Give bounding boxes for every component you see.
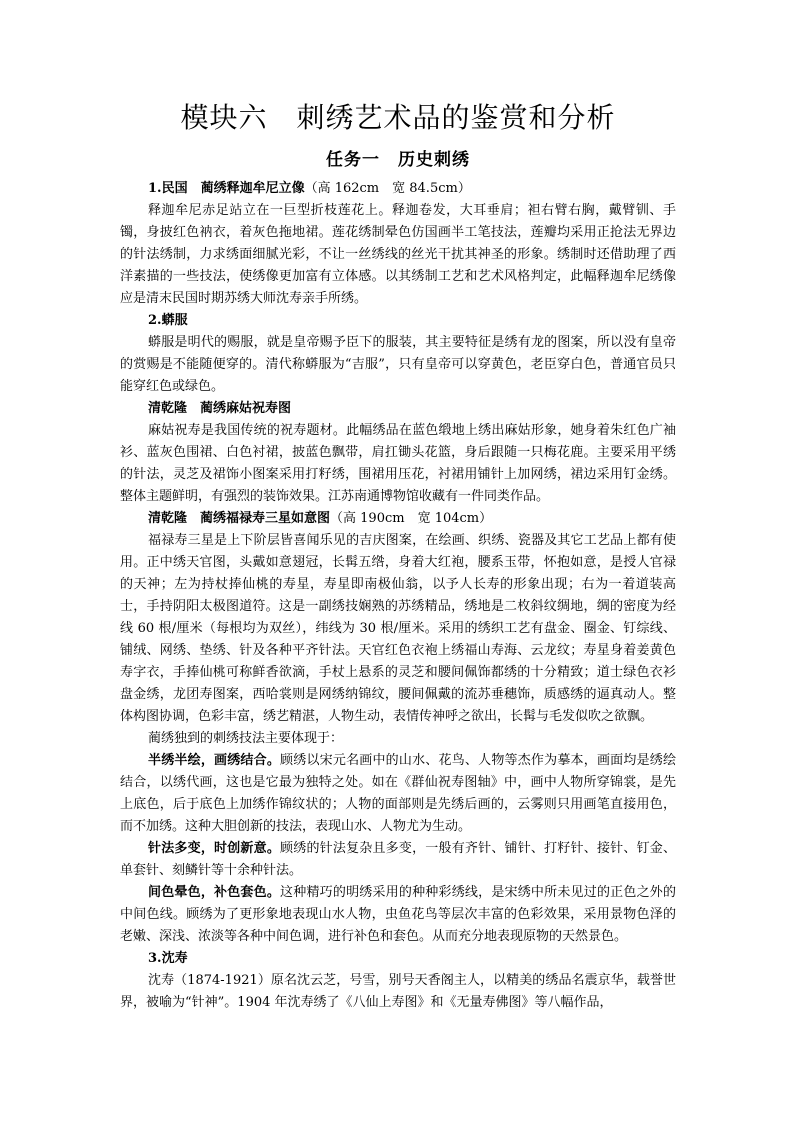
section-heading [120, 508, 676, 530]
paragraph-text: 释迦牟尼赤足站立在一巨型折枝莲花上。释迦卷发，大耳垂肩；袒右臂右胸，戴臂钏、手镯，身披红色衲衣，着灰色拖地裙。莲花绣制晕色仿国画半工笔技法，莲瓣均采用正抢法无界边的针法绣制，力求绣面细腻光彩，不让一丝绣线的丝光干扰其神圣的形象。绣制时还借助理了西洋素描的一些技法，使绣像更加富有立体感。以其绣制工艺和艺术风格判定，此幅释迦牟尼绣像应是清末民国时期苏绣大师沈寿亲手所绣。 [120, 203, 676, 306]
section-heading-title: 1.民国 蔺绣释迦牟尼立像 [148, 181, 305, 196]
paragraph-text: 蟒服是明代的赐服，就是皇帝赐予臣下的服装，其主要特征是绣有龙的图案，所以没有皇帝的赏赐是不能随便穿的。清代称蟒服为“吉服”，只有皇帝可以穿黄色，老臣穿白色，普通官员只能穿红色或绿色。 [120, 335, 676, 394]
body-paragraph [120, 420, 676, 508]
paragraph-lead: 半绣半绘，画绣结合。 [148, 753, 281, 768]
section-heading-dimensions: （高 162cm 宽 84.5cm） [304, 181, 471, 196]
body-paragraph [120, 750, 676, 838]
body-paragraph [120, 838, 676, 882]
body-paragraph [120, 728, 676, 750]
page-title: 模块六 刺绣艺术品的鉴赏和分析 [180, 101, 616, 134]
section-heading [120, 398, 676, 420]
sections-container [120, 178, 676, 1014]
section-heading [120, 948, 676, 970]
paragraph-lead: 间色晕色，补色套色。 [148, 885, 281, 900]
page-content [120, 98, 676, 1014]
body-paragraph [120, 530, 676, 728]
body-paragraph [120, 200, 676, 310]
paragraph-lead: 针法多变，时创新意。 [148, 841, 281, 856]
section-heading [120, 310, 676, 332]
paragraph-text: 福禄寿三星是上下阶层皆喜闻乐见的吉庆图案，在绘画、织绣、瓷器及其它工艺品上都有使用。正中绣天官图，头戴如意翅冠，长髯五绺，身着大红袍，腰系玉带，怀抱如意，是授人官禄的天神；左为持杖捧仙桃的寿星，寿星即南极仙翁，以予人长寿的形象出现；右为一着道装高士，手持阴阳太极图道符。这是一副绣技娴熟的苏绣精品，绣地是二枚斜纹绸地，绸的密度为经线 60 根/厘米（每根均为双丝），纬线为 30 根/厘米。采用的绣织工艺有盘金、圈金、钉综线、铺绒、网绣、垫绣、针及各种平齐针法。天官红色衣袍上绣福山寿海、云龙纹；寿星身着姜黄色寿字衣，手捧仙桃可称鲜香欲滴，手杖上悬系的灵芝和腰间佩饰都绣的十分精致；道士绿色衣衫盘金绣，龙团寿图案，西哈裳则是网绣纳锦纹，腰间佩戴的流苏垂穗饰，质感绣的逼真动人。整体构图协调，色彩丰富，绣艺精湛，人物生动，表情传神呼之欲出，长髯与毛发似吹之欲飘。 [120, 533, 676, 724]
section-heading-title: 3.沈寿 [148, 951, 188, 966]
section-heading-title: 2.蟒服 [148, 313, 188, 328]
paragraph-text: 沈寿（1874-1921）原名沈云芝，号雪，别号天香阁主人，以精美的绣品名震京华，载誉世界，被喻为“针神”。1904 年沈寿绣了《八仙上寿图》和《无量寿佛图》等八幅作品， [120, 973, 676, 1010]
section-heading-title: 清乾隆 蔺绣福禄寿三星如意图 [148, 511, 331, 526]
paragraph-text: 顾绣以宋元名画中的山水、花鸟、人物等杰作为摹本，画面均是绣绘结合，以绣代画，这也是它最为独特之处。如在《群仙祝寿图轴》中，画中人物所穿锦裳，是先上底色，后于底色上加绣作锦纹状的；人物的面部则是先绣后画的，云雾则只用画笔直接用色，而不加绣。这种大胆创新的技法，表现山水、人物尤为生动。 [120, 753, 676, 834]
paragraph-text: 蔺绣独到的刺绣技法主要体现于： [148, 731, 344, 746]
body-paragraph [120, 882, 676, 948]
page-subtitle: 任务一 历史刺绣 [326, 150, 470, 170]
section-heading-title: 清乾隆 蔺绣麻姑祝寿图 [148, 401, 292, 416]
body-paragraph [120, 970, 676, 1014]
body-paragraph [120, 332, 676, 398]
paragraph-text: 这种精巧的明绣采用的种种彩绣线，是宋绣中所未见过的正色之外的中间色线。顾绣为了更形象地表现山水人物，虫鱼花鸟等层次丰富的色彩效果，采用景物色泽的老嫩、深浅、浓淡等各种中间色调，进行补色和套色。从而充分地表现原物的天然景色。 [120, 885, 676, 944]
paragraph-text: 顾绣的针法复杂且多变，一般有齐针、铺针、打籽针、接针、钉金、单套针、刻鳞针等十余种针法。 [120, 841, 676, 878]
section-heading-dimensions: （高 190cm 宽 104cm） [330, 511, 493, 526]
paragraph-text: 麻姑祝寿是我国传统的祝寿题材。此幅绣品在蓝色缎地上绣出麻姑形象，她身着朱红色广袖衫、蓝灰色围裙、白色衬裙，披蓝色飘带，肩扛锄头花篮，身后跟随一只梅花鹿。主要采用平绣的针法，灵芝及裙饰小图案采用打籽绣，围裙用压花，衬裙用铺针上加网绣，裙边采用钉金绣。整体主题鲜明，有强烈的装饰效果。江苏南通博物馆收藏有一件同类作品。 [120, 423, 676, 504]
section-heading [120, 178, 676, 200]
